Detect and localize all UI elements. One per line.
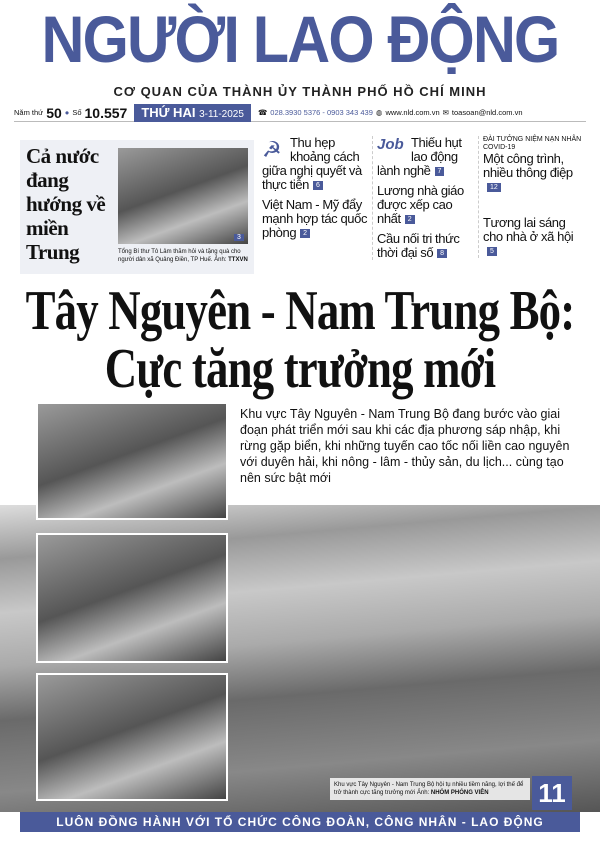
date-badge	[134, 104, 251, 122]
lead-photo-caption: Tổng Bí thư Tô Lâm thăm hỏi và tặng quà cho người dân xã Quảng Điền, TP Huế. Ảnh: TTXVN	[118, 249, 248, 263]
page-ref: 2	[405, 215, 415, 224]
page-ref: 8	[437, 249, 447, 258]
page-ref: 12	[487, 183, 501, 192]
issue-label: Số	[72, 108, 82, 117]
teaser-title: Thiếu hụt lao động lành nghề	[377, 135, 462, 178]
lead-teaser-title: Cả nước đang hướng về miền Trung	[26, 144, 106, 264]
teaser-title: Việt Nam - Mỹ đẩy mạnh hợp tác quốc phòng	[262, 197, 368, 240]
job-logo-icon: Job	[377, 136, 404, 153]
phone-icon: ☎	[257, 108, 268, 117]
teaser-2[interactable]	[377, 136, 474, 178]
teasers-col-2	[372, 136, 474, 260]
dot-icon: ●	[64, 108, 70, 117]
footer-slogan: LUÔN ĐỒNG HÀNH VỚI TỔ CHỨC CÔNG ĐOÀN, CÔNG NHÂN - LAO ĐỘNG	[20, 812, 580, 832]
teasers-col-3	[478, 136, 582, 258]
page-number: 11	[532, 776, 572, 810]
teaser-title: Lương nhà giáo được xếp cao nhất	[377, 183, 464, 226]
email[interactable]: toasoan@nld.com.vn	[451, 108, 523, 117]
teaser-title: Cầu nối tri thức thời đại số	[377, 231, 460, 260]
globe-icon: ◍	[375, 108, 383, 117]
issue-number: 10.557	[84, 104, 128, 121]
lead-teaser[interactable]	[20, 140, 254, 274]
page-ref: 3	[234, 234, 244, 241]
mail-icon: ✉	[442, 108, 449, 117]
phone: 028.3930 5376 - 0903 343 439	[270, 108, 373, 117]
masthead-title: NGƯỜI LAO ĐỘNG	[41, 2, 559, 76]
year-label: Năm thứ	[14, 108, 44, 117]
headline-line2: Cực tăng trưởng mới	[104, 338, 496, 400]
highway-photo	[36, 402, 228, 520]
headline-line1: Tây Nguyên - Nam Trung Bộ:	[25, 280, 575, 342]
masthead-subtitle: CƠ QUAN CỦA THÀNH ỦY THÀNH PHỐ HỒ CHÍ MINH	[113, 84, 487, 99]
website[interactable]: www.nld.com.vn	[385, 108, 440, 117]
teaser-5[interactable]	[483, 136, 582, 194]
photo-caption: Khu vực Tây Nguyên - Nam Trung Bộ hội tụ nhiều tiềm năng, lợi thế để trở thành cực tăng trưởng mới Ảnh: NHÓM PHÓNG VIÊN	[330, 778, 530, 800]
weekday: THỨ HAI	[141, 104, 196, 120]
issue-info-bar	[14, 104, 586, 122]
coffee-harvest-photo	[36, 533, 228, 663]
lead-photo	[118, 148, 248, 244]
teaser-3[interactable]	[377, 184, 474, 226]
teaser-title: Thu hẹp khoảng cách giữa nghị quyết và thực tiễn	[262, 135, 362, 192]
teaser-6[interactable]	[483, 216, 582, 258]
party-logo-icon: ☭	[262, 137, 282, 162]
teaser-title: Một công trình, nhiều thông điệp	[483, 151, 573, 180]
date: 3-11-2025	[199, 108, 244, 120]
teaser-kicker: ĐÀI TƯỞNG NIỆM NẠN NHÂN COVID-19	[483, 136, 582, 151]
teaser-0[interactable]	[262, 136, 368, 192]
lede: Khu vực Tây Nguyên - Nam Trung Bộ đang bước vào giai đoạn phát triển mới sau khi các địa phương sáp nhập, khi rừng gặp biển, khi những tuyến cao tốc nối liền cao nguyên với duyên hải, khi nông - lâm - thủy sản, du lịch... cùng tạo nên sức bật mới	[240, 406, 576, 486]
year: 50	[46, 104, 62, 121]
teaser-1[interactable]	[262, 198, 368, 240]
page-ref: 7	[435, 167, 445, 176]
page-ref: 6	[313, 181, 323, 190]
teaser-title: Tương lai sáng cho nhà ở xã hội	[483, 215, 574, 244]
fishermen-photo	[36, 673, 228, 801]
teaser-4[interactable]	[377, 232, 474, 260]
page-ref: 2	[300, 229, 310, 238]
page-ref: 5	[487, 247, 497, 256]
teasers-col-1	[262, 136, 368, 240]
